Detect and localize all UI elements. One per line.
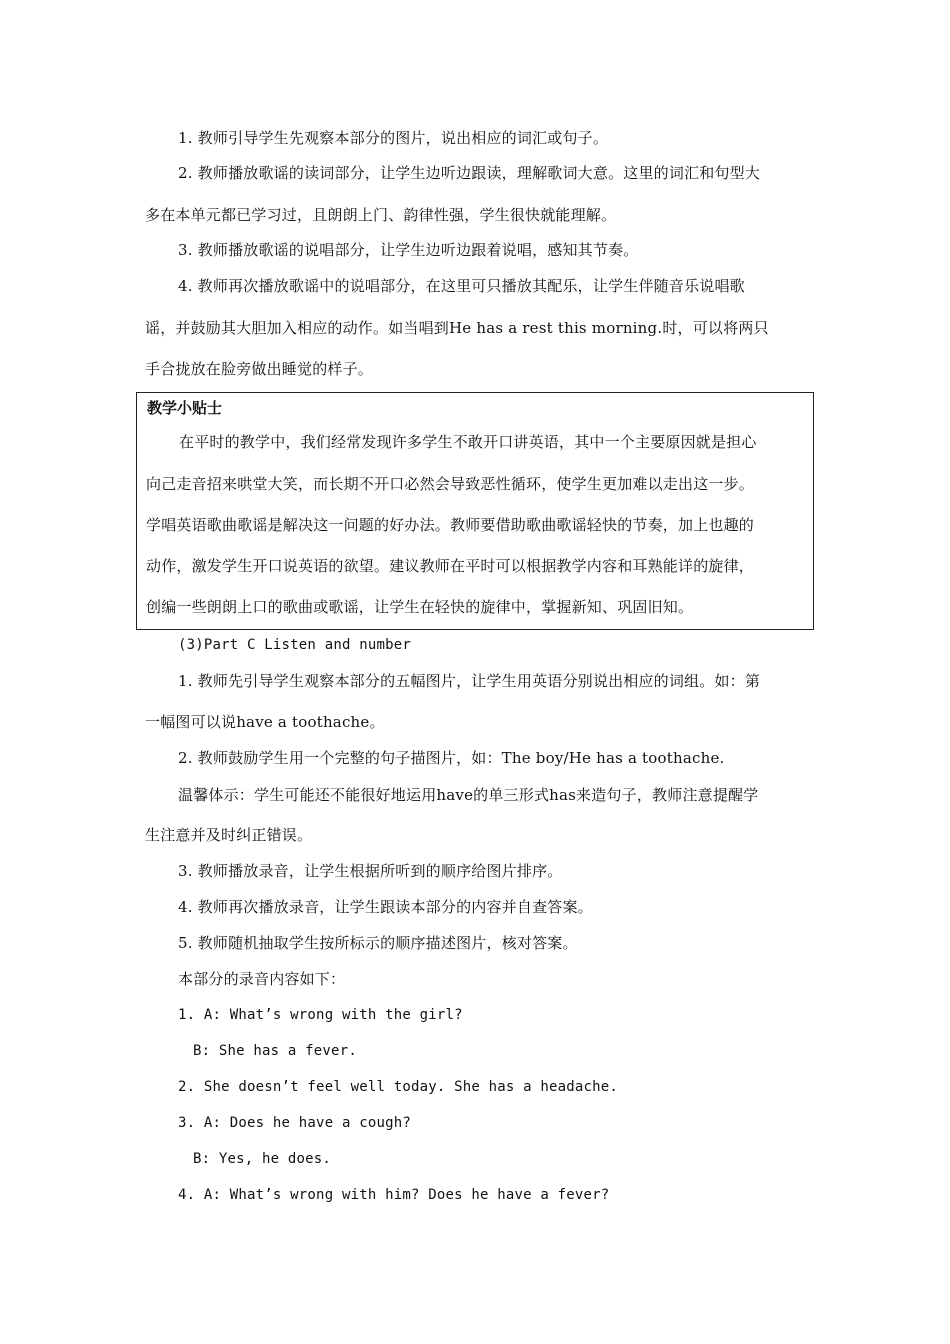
step-line: 3. 教师播放录音，让学生根据所听到的顺序给图片排序。	[178, 862, 563, 880]
transcript-line: 2. She doesn’t feel well today. She has a headache.	[178, 1079, 619, 1095]
step-line: 2. 教师鼓励学生用一个完整的句子描图片，如：The boy/He has a toothache.	[178, 749, 725, 767]
step-line: 5. 教师随机抽取学生按所标示的顺序描述图片，核对答案。	[178, 934, 578, 952]
transcript-line: B: She has a fever.	[193, 1043, 357, 1059]
tip-line: 学唱英语歌曲歌谣是解决这一问题的好办法。教师要借助歌曲歌谣轻快的节奏，加上也趣的	[146, 516, 755, 534]
step-line: 2. 教师播放歌谣的读词部分，让学生边听边跟读，理解歌词大意。这里的词汇和句型大	[178, 164, 761, 182]
step-line: 一幅图可以说have a toothache。	[145, 713, 385, 731]
tip-line: 创编一些朗朗上口的歌曲或歌谣，让学生在轻快的旋律中，掌握新知、巩固旧知。	[146, 598, 694, 616]
tip-title: 教学小贴士	[147, 399, 223, 417]
transcript-line: B: Yes, he does.	[193, 1151, 332, 1167]
tip-line: 在平时的教学中，我们经常发现许多学生不敢开口讲英语，其中一个主要原因就是担心	[179, 433, 757, 451]
tip-line: 向己走音招来哄堂大笑，而长期不开口必然会导致恶性循环，使学生更加难以走出这一步。	[146, 475, 755, 493]
step-line: 多在本单元都已学习过，且朗朗上门、韵律性强，学生很快就能理解。	[145, 206, 617, 224]
step-line: 谣，并鼓励其大胆加入相应的动作。如当唱到He has a rest this morning.时，可以将两只	[145, 319, 769, 337]
transcript-line: 4. A: What’s wrong with him? Does he have a fever?	[178, 1187, 610, 1203]
step-line: 4. 教师再次播放歌谣中的说唱部分，在这里可只播放其配乐，让学生伴随音乐说唱歌	[178, 277, 745, 295]
section-heading: (3)Part C Listen and number	[178, 637, 411, 653]
transcript-line: 3. A: Does he have a cough?	[178, 1115, 411, 1131]
transcript-line: 1. A: What’s wrong with the girl?	[178, 1007, 463, 1023]
step-line: 3. 教师播放歌谣的说唱部分，让学生边听边跟着说唱，感知其节奏。	[178, 241, 639, 259]
tip-note-line: 生注意并及时纠正错误。	[145, 826, 313, 844]
step-line: 1. 教师引导学生先观察本部分的图片，说出相应的词汇或句子。	[178, 129, 609, 147]
tip-line: 动作，激发学生开口说英语的欲望。建议教师在平时可以根据教学内容和耳熟能详的旋律，	[146, 557, 755, 575]
step-line: 1. 教师先引导学生观察本部分的五幅图片，让学生用英语分别说出相应的词组。如：第	[178, 672, 761, 690]
tip-note-line: 温馨体示：学生可能还不能很好地运用have的单三形式has来造句子，教师注意提醒学	[178, 786, 759, 804]
step-line: 手合拢放在脸旁做出睡觉的样子。	[145, 360, 374, 378]
step-line: 4. 教师再次播放录音，让学生跟读本部分的内容并自查答案。	[178, 898, 593, 916]
teaching-tip-box	[136, 392, 814, 630]
transcript-intro: 本部分的录音内容如下：	[178, 970, 346, 988]
